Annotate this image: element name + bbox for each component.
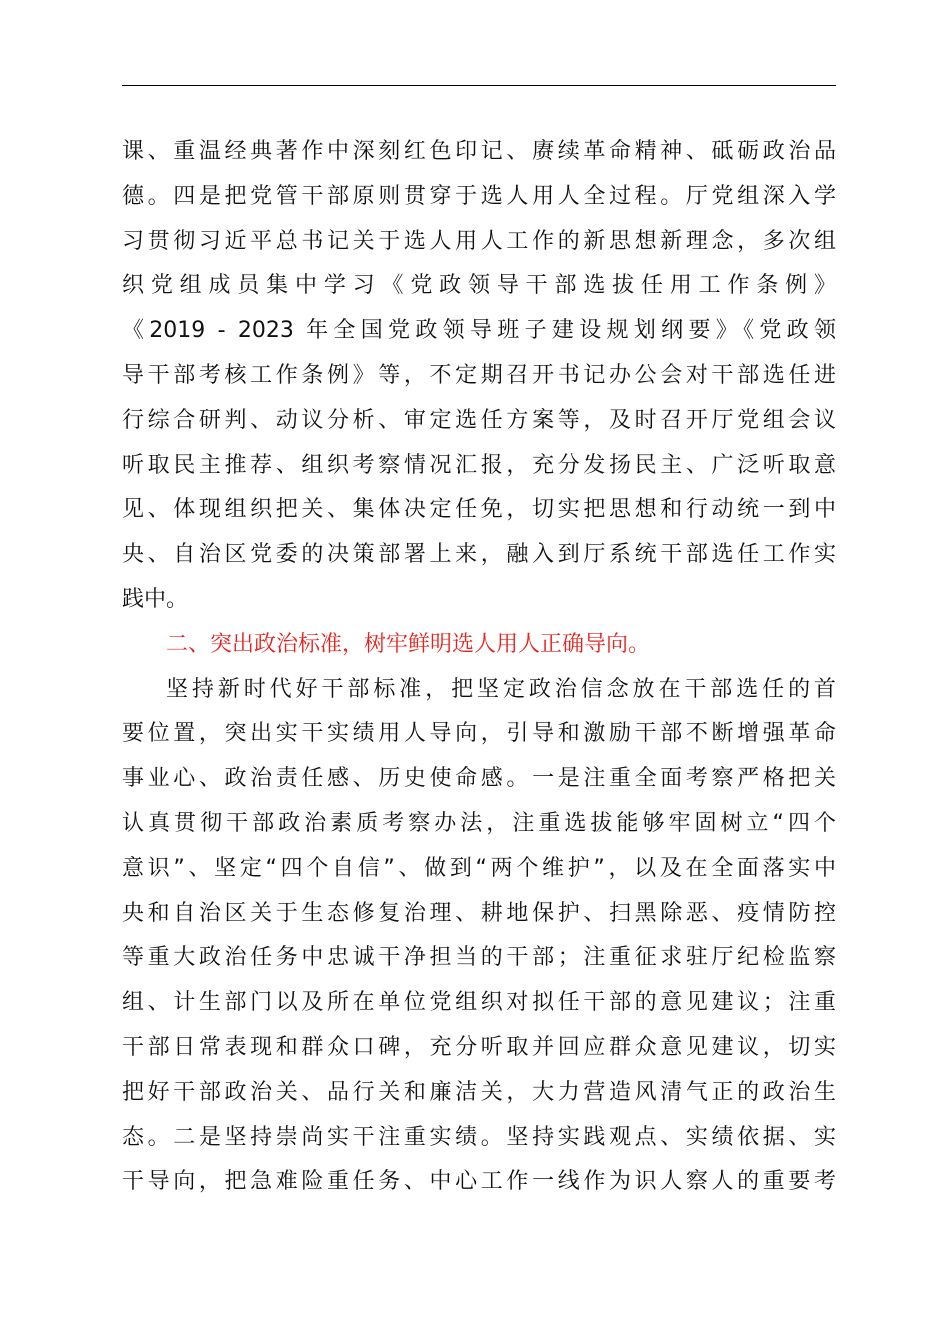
text-line: 行综合研判、动议分析、审定选任方案等，及时召开厅党组会议: [122, 407, 836, 433]
text-line: 组、计生部门以及所在单位党组织对拟任干部的意见建议；注重: [122, 990, 836, 1016]
text-line: 践中。: [122, 586, 189, 612]
text-line: 等重大政治任务中忠诚干净担当的干部；注重征求驻厅纪检监察: [122, 945, 836, 971]
text-line: 态。二是坚持崇尚实干注重实绩。坚持实践观点、实绩依据、实: [122, 1124, 836, 1150]
text-line: 要位置，突出实干实绩用人导向，引导和激励干部不断增强革命: [122, 721, 836, 747]
paragraph-continued: [122, 130, 836, 623]
document-body: [122, 130, 836, 1205]
section-heading: 二、突出政治标准，树牢鲜明选人用人正确导向。: [166, 631, 651, 657]
header-rule: [122, 85, 836, 86]
text-line: 织党组成员集中学习《党政领导干部选拔任用工作条例》: [122, 273, 836, 299]
text-line: 德。四是把党管干部原则贯穿于选人用人全过程。厅党组深入学: [122, 183, 836, 209]
text-line: 见、体现组织把关、集体决定任免，切实把思想和行动统一到中: [122, 497, 836, 523]
text-line: 事业心、政治责任感、历史使命感。一是注重全面考察严格把关: [122, 766, 836, 792]
paragraph-section-two: [122, 668, 836, 1206]
text-line: 听取民主推荐、组织考察情况汇报，充分发扬民主、广泛听取意: [122, 452, 836, 478]
text-line: 坚持新时代好干部标准，把坚定政治信念放在干部选任的首: [166, 676, 836, 702]
text-line: 课、重温经典著作中深刻红色印记、赓续革命精神、砥砺政治品: [122, 139, 836, 164]
text-line: 干导向，把急难险重任务、中心工作一线作为识人察人的重要考: [122, 1169, 836, 1195]
text-line: 认真贯彻干部政治素质考察办法，注重选拔能够牢固树立“四个: [122, 810, 836, 836]
text-line: 把好干部政治关、品行关和廉洁关，大力营造风清气正的政治生: [122, 1079, 836, 1105]
text-line: 央和自治区关于生态修复治理、耕地保护、扫黑除恶、疫情防控: [122, 900, 836, 926]
text-line: 干部日常表现和群众口碑，充分听取并回应群众意见建议，切实: [122, 1034, 836, 1060]
text-line: 《2019 - 2023 年全国党政领导班子建设规划纲要》《党政领: [122, 318, 836, 344]
text-line: 意识”、坚定“四个自信”、做到“两个维护”，以及在全面落实中: [122, 855, 836, 881]
text-line: 央、自治区党委的决策部署上来，融入到厅系统干部选任工作实: [122, 542, 836, 568]
text-line: 习贯彻习近平总书记关于选人用人工作的新思想新理念，多次组: [122, 228, 836, 254]
text-line: 导干部考核工作条例》等，不定期召开书记办公会对干部选任进: [122, 362, 836, 388]
